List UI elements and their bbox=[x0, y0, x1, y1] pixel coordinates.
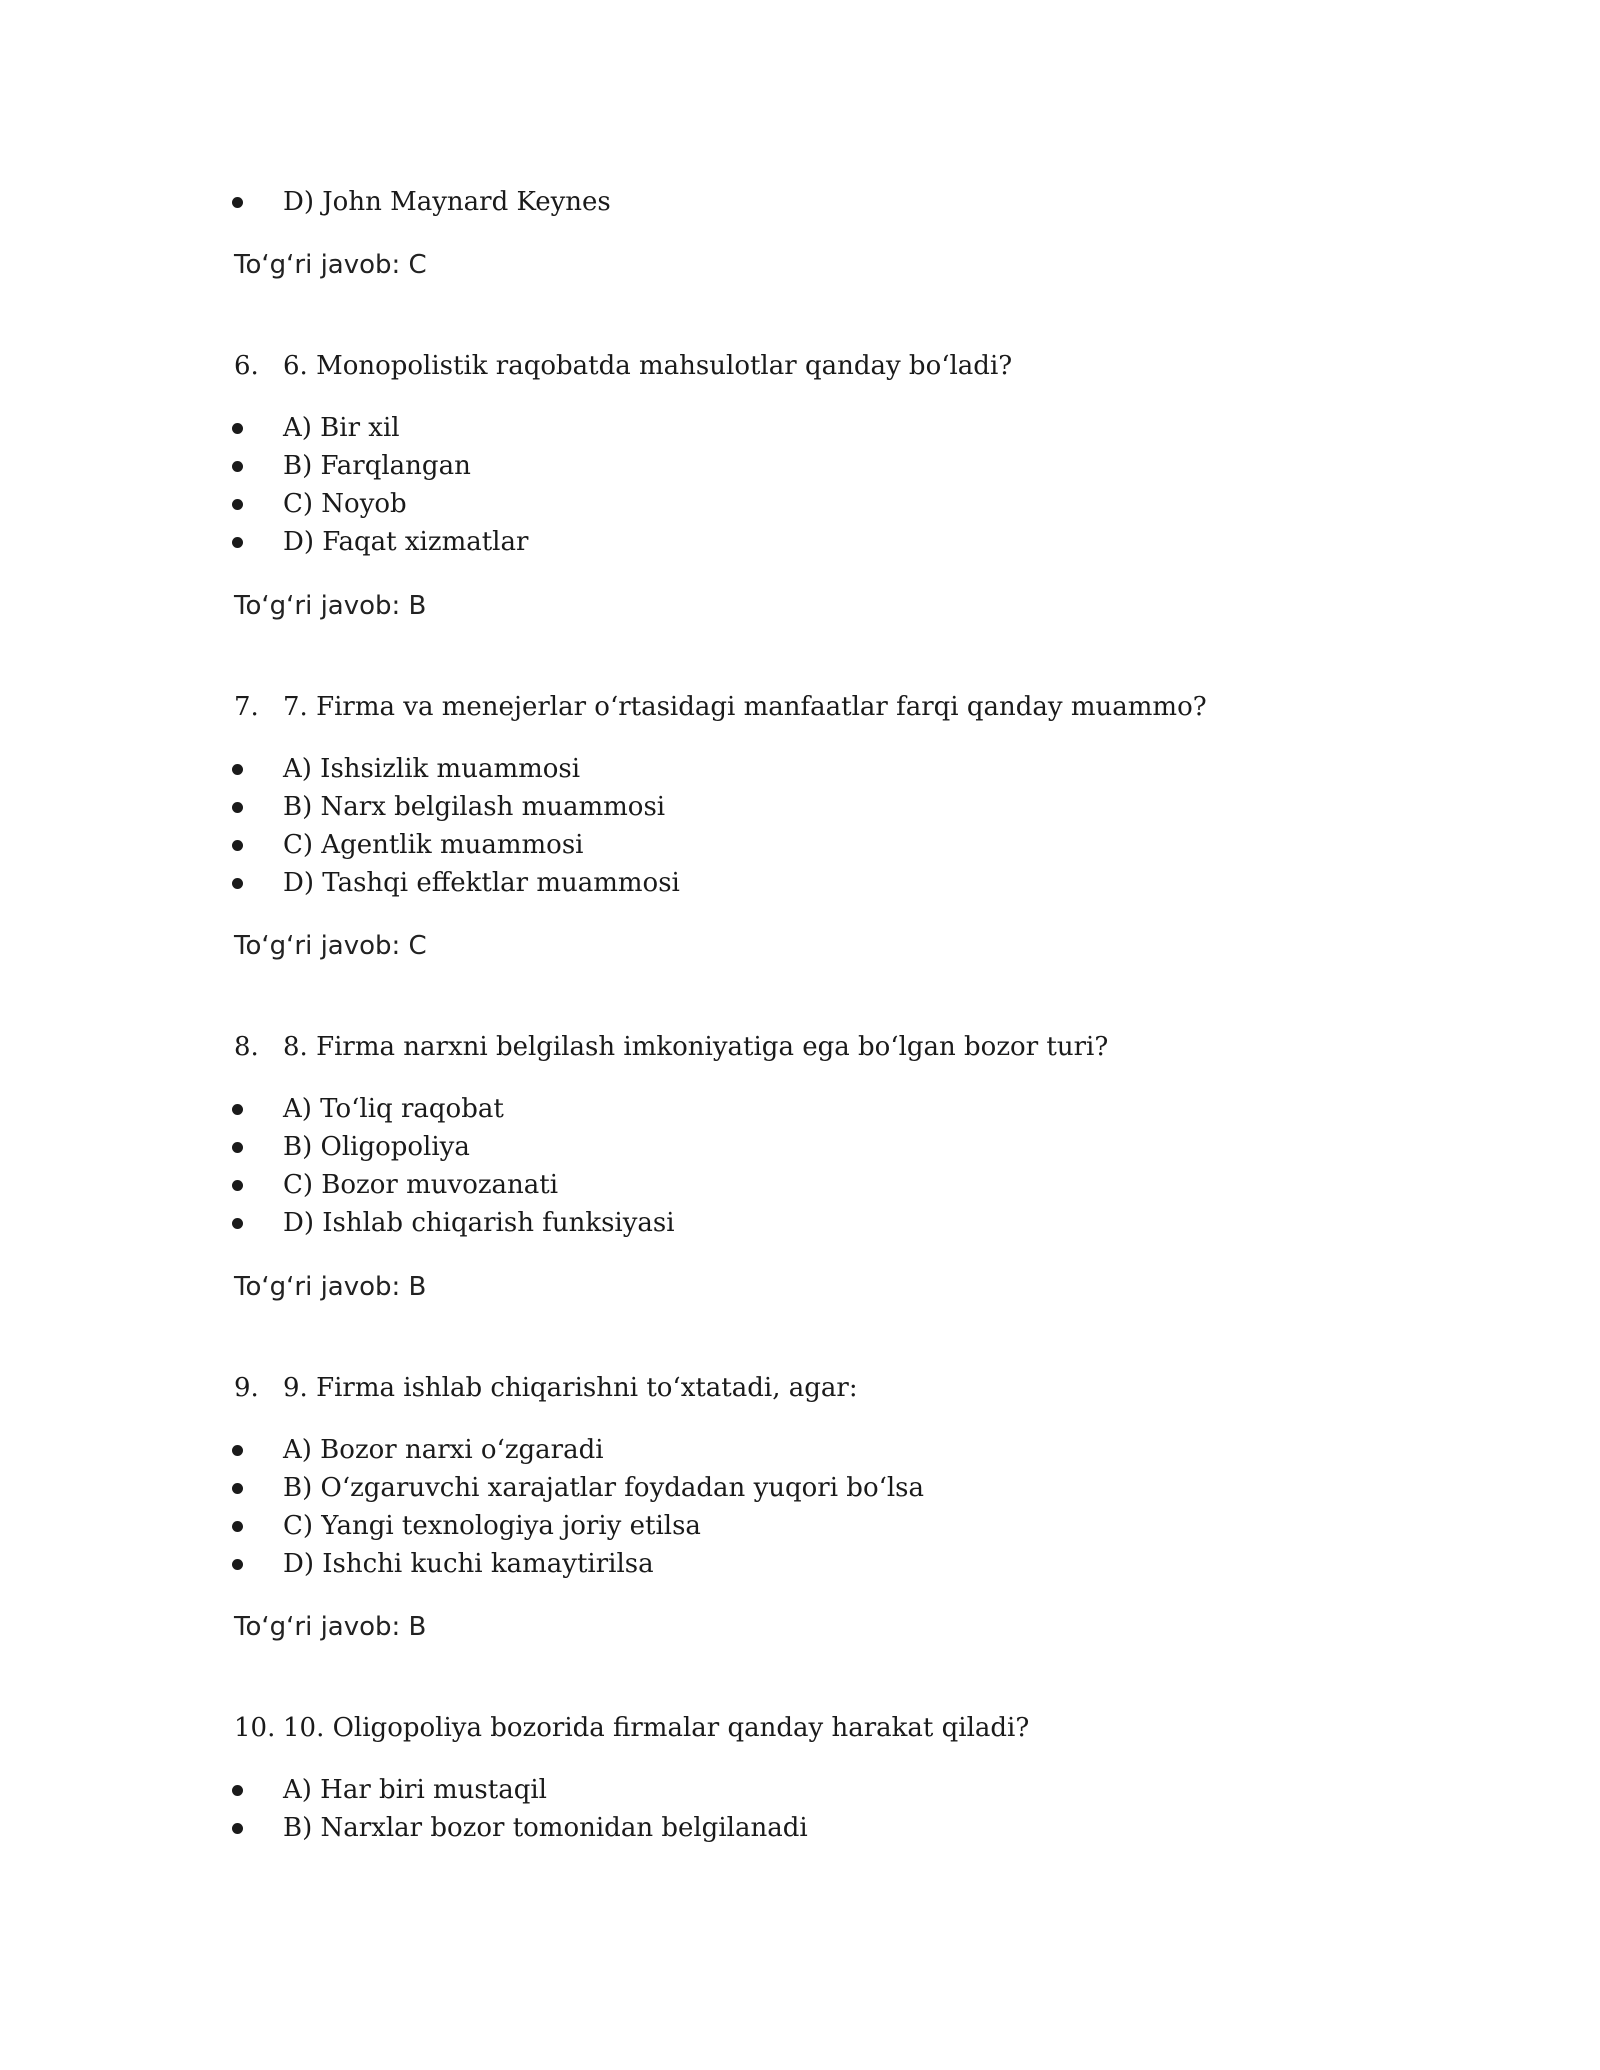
bullet-icon bbox=[232, 1142, 243, 1153]
list-item bbox=[0, 1809, 1400, 1847]
bullet-icon bbox=[232, 1785, 243, 1796]
option-text: C) Noyob bbox=[283, 489, 407, 519]
list-item bbox=[0, 788, 1400, 826]
bullet-icon bbox=[232, 1483, 243, 1494]
list-item bbox=[0, 1090, 1400, 1128]
list-item bbox=[0, 826, 1400, 864]
question-number: 8. bbox=[234, 1032, 259, 1062]
bullet-icon bbox=[232, 764, 243, 775]
bullet-icon bbox=[232, 1180, 243, 1191]
option-text: B) Narx belgilash muammosi bbox=[283, 792, 666, 822]
question-6 bbox=[0, 346, 1400, 386]
option-text: C) Yangi texnologiya joriy etilsa bbox=[283, 1511, 701, 1541]
question-7 bbox=[0, 687, 1400, 727]
bullet-icon bbox=[232, 499, 243, 510]
list-item bbox=[0, 183, 1400, 221]
option-text: B) Oligopoliya bbox=[283, 1132, 470, 1162]
option-text: D) Ishlab chiqarish funksiyasi bbox=[283, 1208, 675, 1238]
option-text: D) Tashqi effektlar muammosi bbox=[283, 868, 680, 898]
correct-answer: To‘g‘ri javob: B bbox=[234, 1272, 427, 1302]
correct-answer: To‘g‘ri javob: C bbox=[234, 250, 427, 280]
question-number: 10. bbox=[234, 1713, 276, 1743]
list-item bbox=[0, 447, 1400, 485]
option-text: A) Har biri mustaqil bbox=[283, 1775, 547, 1805]
correct-answer: To‘g‘ri javob: C bbox=[234, 931, 427, 961]
option-text: B) Farqlangan bbox=[283, 451, 471, 481]
list-item bbox=[0, 485, 1400, 523]
question-text: 6. Monopolistik raqobatda mahsulotlar qanday bo‘ladi? bbox=[283, 351, 1013, 381]
list-item bbox=[0, 864, 1400, 902]
list-item bbox=[0, 1507, 1400, 1545]
option-text: D) Ishchi kuchi kamaytirilsa bbox=[283, 1549, 654, 1579]
list-item bbox=[0, 1771, 1400, 1809]
question-number: 9. bbox=[234, 1373, 259, 1403]
question-number: 6. bbox=[234, 351, 259, 381]
question-text: 10. Oligopoliya bozorida firmalar qanday harakat qiladi? bbox=[283, 1713, 1030, 1743]
list-item bbox=[0, 409, 1400, 447]
option-text: D) John Maynard Keynes bbox=[283, 187, 611, 217]
list-item bbox=[0, 1166, 1400, 1204]
bullet-icon bbox=[232, 537, 243, 548]
correct-answer: To‘g‘ri javob: B bbox=[234, 591, 427, 621]
list-item bbox=[0, 750, 1400, 788]
option-text: B) Narxlar bozor tomonidan belgilanadi bbox=[283, 1813, 808, 1843]
question-10 bbox=[0, 1708, 1400, 1748]
bullet-icon bbox=[232, 1104, 243, 1115]
option-text: C) Agentlik muammosi bbox=[283, 830, 584, 860]
bullet-icon bbox=[232, 840, 243, 851]
list-item bbox=[0, 1204, 1400, 1242]
bullet-icon bbox=[232, 878, 243, 889]
bullet-icon bbox=[232, 802, 243, 813]
bullet-icon bbox=[232, 423, 243, 434]
question-text: 8. Firma narxni belgilash imkoniyatiga ega bo‘lgan bozor turi? bbox=[283, 1032, 1109, 1062]
bullet-icon bbox=[232, 1445, 243, 1456]
list-item bbox=[0, 1431, 1400, 1469]
bullet-icon bbox=[232, 1823, 243, 1834]
list-item bbox=[0, 1545, 1400, 1583]
option-text: A) Bir xil bbox=[283, 413, 400, 443]
option-text: A) To‘liq raqobat bbox=[283, 1094, 504, 1124]
option-text: C) Bozor muvozanati bbox=[283, 1170, 559, 1200]
bullet-icon bbox=[232, 1521, 243, 1532]
question-9 bbox=[0, 1368, 1400, 1408]
list-item bbox=[0, 1128, 1400, 1166]
option-text: A) Ishsizlik muammosi bbox=[283, 754, 581, 784]
question-text: 9. Firma ishlab chiqarishni to‘xtatadi, agar: bbox=[283, 1373, 858, 1403]
option-text: B) O‘zgaruvchi xarajatlar foydadan yuqori bo‘lsa bbox=[283, 1473, 925, 1503]
bullet-icon bbox=[232, 1559, 243, 1570]
bullet-icon bbox=[232, 461, 243, 472]
correct-answer: To‘g‘ri javob: B bbox=[234, 1612, 427, 1642]
option-text: A) Bozor narxi o‘zgaradi bbox=[283, 1435, 604, 1465]
question-8 bbox=[0, 1027, 1400, 1067]
list-item bbox=[0, 1469, 1400, 1507]
bullet-icon bbox=[232, 1218, 243, 1229]
question-number: 7. bbox=[234, 692, 259, 722]
question-text: 7. Firma va menejerlar o‘rtasidagi manfaatlar farqi qanday muammo? bbox=[283, 692, 1207, 722]
bullet-icon bbox=[232, 197, 243, 208]
option-text: D) Faqat xizmatlar bbox=[283, 527, 529, 557]
list-item bbox=[0, 523, 1400, 561]
